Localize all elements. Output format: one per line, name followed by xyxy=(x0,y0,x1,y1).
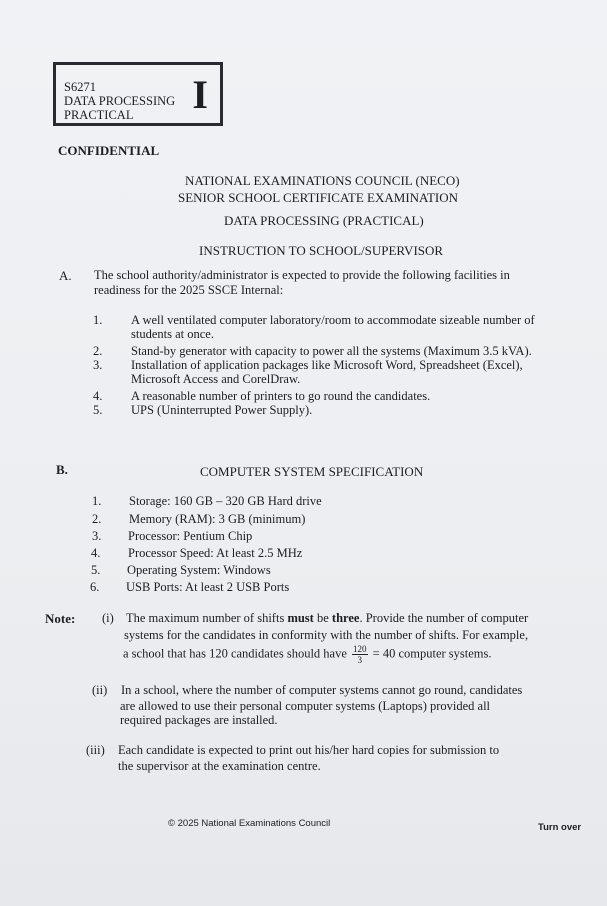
facility-line: Microsoft Access and CorelDraw. xyxy=(131,372,301,386)
facility-line: A well ventilated computer laboratory/room to accommodate sizeable number of xyxy=(131,313,535,327)
note-iii-line1: Each candidate is expected to print out his/her hard copies for submission to xyxy=(118,743,500,757)
facility-line: Installation of application packages like Microsoft Word, Spreadsheet (Excel), xyxy=(131,358,523,372)
note-text: = 40 computer systems. xyxy=(372,646,492,661)
note-text: be xyxy=(313,611,332,625)
note-i-line2: systems for the candidates in conformity with the number of shifts. For example, xyxy=(124,628,529,642)
subject-title: DATA PROCESSING (PRACTICAL) xyxy=(224,213,424,228)
spec-number: 6. xyxy=(90,580,100,594)
spec-text: Processor: Pentium Chip xyxy=(128,529,253,543)
fraction-numerator: 120 xyxy=(353,644,367,654)
spec-text: Memory (RAM): 3 GB (minimum) xyxy=(129,512,306,526)
spec-number: 1. xyxy=(92,494,102,508)
facility-number: 1. xyxy=(93,313,103,327)
note-iii-number: (iii) xyxy=(86,743,105,757)
note-iii-line2: the supervisor at the examination centre. xyxy=(118,759,321,773)
section-b-letter: B. xyxy=(56,462,68,477)
note-label: Note: xyxy=(45,611,76,626)
facility-number: 3. xyxy=(93,358,103,372)
note-ii-line2: are allowed to use their personal computer systems (Laptops) provided all xyxy=(120,699,491,713)
paper-code: S6271 xyxy=(64,80,96,94)
section-a-intro-line2: readiness for the 2025 SSCE Internal: xyxy=(94,283,284,297)
exam-title: SENIOR SCHOOL CERTIFICATE EXAMINATION xyxy=(178,190,459,205)
section-a-letter: A. xyxy=(59,268,72,283)
council-title: NATIONAL EXAMINATIONS COUNCIL (NECO) xyxy=(185,173,460,188)
facility-text xyxy=(131,313,535,341)
spec-text: Operating System: Windows xyxy=(127,563,271,577)
spec-text: Storage: 160 GB – 320 GB Hard drive xyxy=(129,494,322,508)
note-emphasis: three xyxy=(331,611,360,625)
note-i-number: (i) xyxy=(102,611,114,625)
facility-text: Stand-by generator with capacity to power all the systems (Maximum 3.5 kVA). xyxy=(131,344,532,358)
note-ii-line3: required packages are installed. xyxy=(120,713,278,727)
facility-number: 5. xyxy=(93,403,103,417)
facility-line: students at once. xyxy=(131,327,214,341)
note-text: a school that has 120 candidates should have xyxy=(123,646,347,661)
spec-text: USB Ports: At least 2 USB Ports xyxy=(126,580,290,594)
facility-number: 2. xyxy=(93,344,103,358)
facility-number: 4. xyxy=(93,389,103,403)
fraction-denominator: 3 xyxy=(357,655,363,665)
note-text: . Provide the number of computer xyxy=(359,611,529,625)
copyright-notice: © 2025 National Examinations Council xyxy=(168,818,331,829)
note-i-line3 xyxy=(123,644,492,665)
note-i-line1 xyxy=(126,611,528,626)
paper-number: I xyxy=(192,72,208,117)
spec-text: Processor Speed: At least 2.5 MHz xyxy=(128,546,303,560)
facility-text: A reasonable number of printers to go round the candidates. xyxy=(131,389,431,403)
spec-number: 4. xyxy=(91,546,101,560)
note-emphasis: must xyxy=(287,611,314,625)
turn-over-label: Turn over xyxy=(538,822,582,833)
section-b-title: COMPUTER SYSTEM SPECIFICATION xyxy=(200,464,424,479)
paper-type: PRACTICAL xyxy=(64,108,134,122)
spec-number: 2. xyxy=(92,512,102,526)
spec-number: 5. xyxy=(91,563,101,577)
facility-text xyxy=(131,358,523,386)
facility-text: UPS (Uninterrupted Power Supply). xyxy=(131,403,313,417)
fraction xyxy=(352,644,368,665)
confidential-label: CONFIDENTIAL xyxy=(58,143,160,158)
section-a-intro-line1: The school authority/administrator is expected to provide the following facilities in xyxy=(94,268,510,282)
instruction-title: INSTRUCTION TO SCHOOL/SUPERVISOR xyxy=(199,243,444,258)
note-ii-line1: In a school, where the number of computer systems cannot go round, candidates xyxy=(121,683,523,697)
note-ii-number: (ii) xyxy=(92,683,108,697)
spec-number: 3. xyxy=(92,529,102,543)
paper-code-box xyxy=(53,62,223,126)
note-text: The maximum number of shifts xyxy=(126,611,288,625)
paper-subject: DATA PROCESSING xyxy=(64,94,176,108)
